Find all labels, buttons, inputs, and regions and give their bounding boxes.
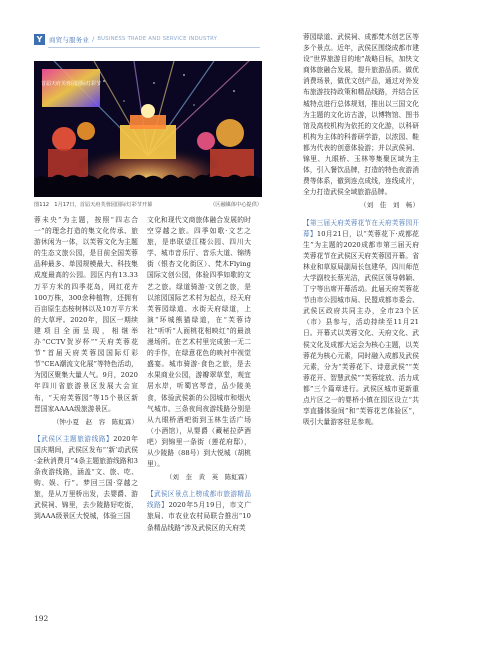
paragraph: 文化和现代文商旅体融合发展的时空穿越之旅。四季如歌·文艺之旅，是串联望江楼公园、四川大学、城市音乐厅、音乐大道、锦绣街（银杏文化街区）、梵木Flying国际文创公园，体验四季如歌的文艺之旅。绿道骑游·文创之旅，是以浓园国际艺术村为起点，经天府芙蓉园绿道、水街天府绿道，上演“环城熊猫绿道，在“芙蓉诗社”听听“人面桃花相映红”的最浪漫场所。在艺术村里完成独一无二的手作，在绿意花色的映衬中视觉盛宴。城市骑游·食色之旅，是去水果商业公园，游瓣翠草堂，观宜居水岸，听蜀宫琴音，品少陵美食，体验武侯新的公园城市和烟火气城市。三条夜间夜游线路分别是从九眼桥酒吧街到玉林生活广场（小酒馆），从婴爵（藏秘拉萨酒吧）到锦里一条街（莲花府邸），从少陵路（88号）到大悦城（胡桃里）。 — [147, 216, 251, 469]
running-header — [34, 32, 217, 46]
section-heading: 【第三届天府芙蓉花节在天府芙蓉园开幕】 — [303, 218, 419, 238]
author-signature: （刘 佳 刘 畅） — [360, 201, 419, 210]
chapter-icon: Y — [34, 34, 45, 45]
header-separator: / — [92, 35, 95, 43]
section-title-cn: 商贸与服务业 — [49, 35, 90, 44]
caption-text: 图112 1月17日，首届天府芙蓉园国际灯彩节开幕 — [34, 202, 153, 208]
page-number: 192 — [34, 614, 49, 623]
paragraph: 2020年国庆期间，武侯区发布“‘新’动武侯·金秋消费月”4条主题旅游线路和3条夜游线路，涵盖“文、旅、吃、购、娱、行”。梦回三国·穿越之旅，是从万里桥出发，去婴爵、游武侯祠、锦里，去少陵路好吃街，到AAA级景区大悦城，体验三国 — [34, 434, 138, 521]
author-signature: （钟小夏 赵 容 陈虹霖） — [52, 417, 138, 426]
section-heading: 【武侯区景点上榜成都市旅游精品线路】 — [147, 490, 251, 510]
text-column-2 — [147, 215, 251, 534]
festival-photo — [34, 61, 262, 197]
text-column-3 — [303, 32, 419, 428]
paragraph: 蓉未央”为主题，按照“四志合一”的理念打造的集文化传承、旅游休闲为一体，以芙蓉文化为主题的生态文旅公园，是目前全国芙蓉品种最多、单园规模最大、科技集成度最高的公园。园区内有13.33万平方米的四季花岛，网红花卉100万株，300余种植物，还拥有百亩原生态桉树林以及10万平方米的大草坪。2020年，园区一期续建项目全面呈现，相继举办“CCTV贺岁杯”“天府芙蓉花节”首届天府芙蓉园国际灯彩节“CEA潮流文化展”等特色活动，为园区聚集大量人气。9月，2020年四川省旅游景区发展大会宣布，“天府芙蓉园”等15个景区新晋国家AAAA级旅游景区。 — [34, 216, 138, 413]
figure-caption — [34, 200, 262, 210]
screen-text: 首届天府芙蓉园国际灯彩节 — [40, 81, 102, 87]
paragraph: 10月21日，以“芙蓉花下·成都花生”为主题的2020成都市第三届天府芙蓉花节在武侯区天府芙蓉园开幕。省林业和草原局副局长包建华，四川师范大学副校长蔡光洁，武侯区领导韩颖、丁宁等出席开幕活动。此届天府芙蓉花节由市公园城市局、民盟成都市委会、武侯区政府共同主办，全市23个区（市）县参与，活动持续至11月21日。开幕式以芙蓉文化、天府文化、武侯文化及成都大运会为核心主题，以芙蓉花为核心元素，同时融入成都及武侯元素，分为“芙蓉花下、诗意武侯”“芙蓉花开、智慧武侯”“芙蓉绽放、活力成都”三个篇章进行。武侯区城市更新重点片区之一的婴桥小镇在园区设立“共享直播体验间”和“芙蓉花艺体验区”，吸引大量游客驻足参观。 — [303, 229, 419, 427]
header-rule — [48, 47, 260, 48]
section-heading: 【武侯区主题旅游线路】 — [34, 434, 114, 443]
lantern-festival-image — [34, 61, 262, 197]
author-signature: （刘 奎 黄 英 陈虹霖） — [165, 473, 251, 482]
caption-credit: （区融媒体中心提供） — [210, 202, 262, 208]
paragraph: 2020年5月19日，市文广旅局、市农业农村局联合推出“10条精品线路”涉及武侯区的天府芙 — [147, 501, 252, 532]
text-column-1 — [34, 215, 138, 523]
paragraph: 蓉园绿道、武侯祠、成都梵木创艺区等多个景点。近年，武侯区围绕成都市建设“世界旅游目的地”战略目标，加快文商体旅融合发展，提升旅游品质。做优消费场景，做优文创产品，通过对外发布旅游技持政策和精品线路，并结合区城特点进行总体规划，推出以三国文化为主题的文化访古游，以博物馆、图书馆及高校机构为依托的文化游，以科研机构为主体的科普研学游，以浓园、鞋都为代表的创意体验游；并以武侯祠、锦里、九眼桥、玉林等集聚区域为主体，引入餐饮品牌，打造的特色夜游消费等体系，徹到连点成线，连线成片，全力打造武侯全域旅游品牌。 — [303, 33, 419, 197]
section-title-en: BUSINESS TRADE AND SERVICE INDUSTRY — [97, 36, 218, 42]
